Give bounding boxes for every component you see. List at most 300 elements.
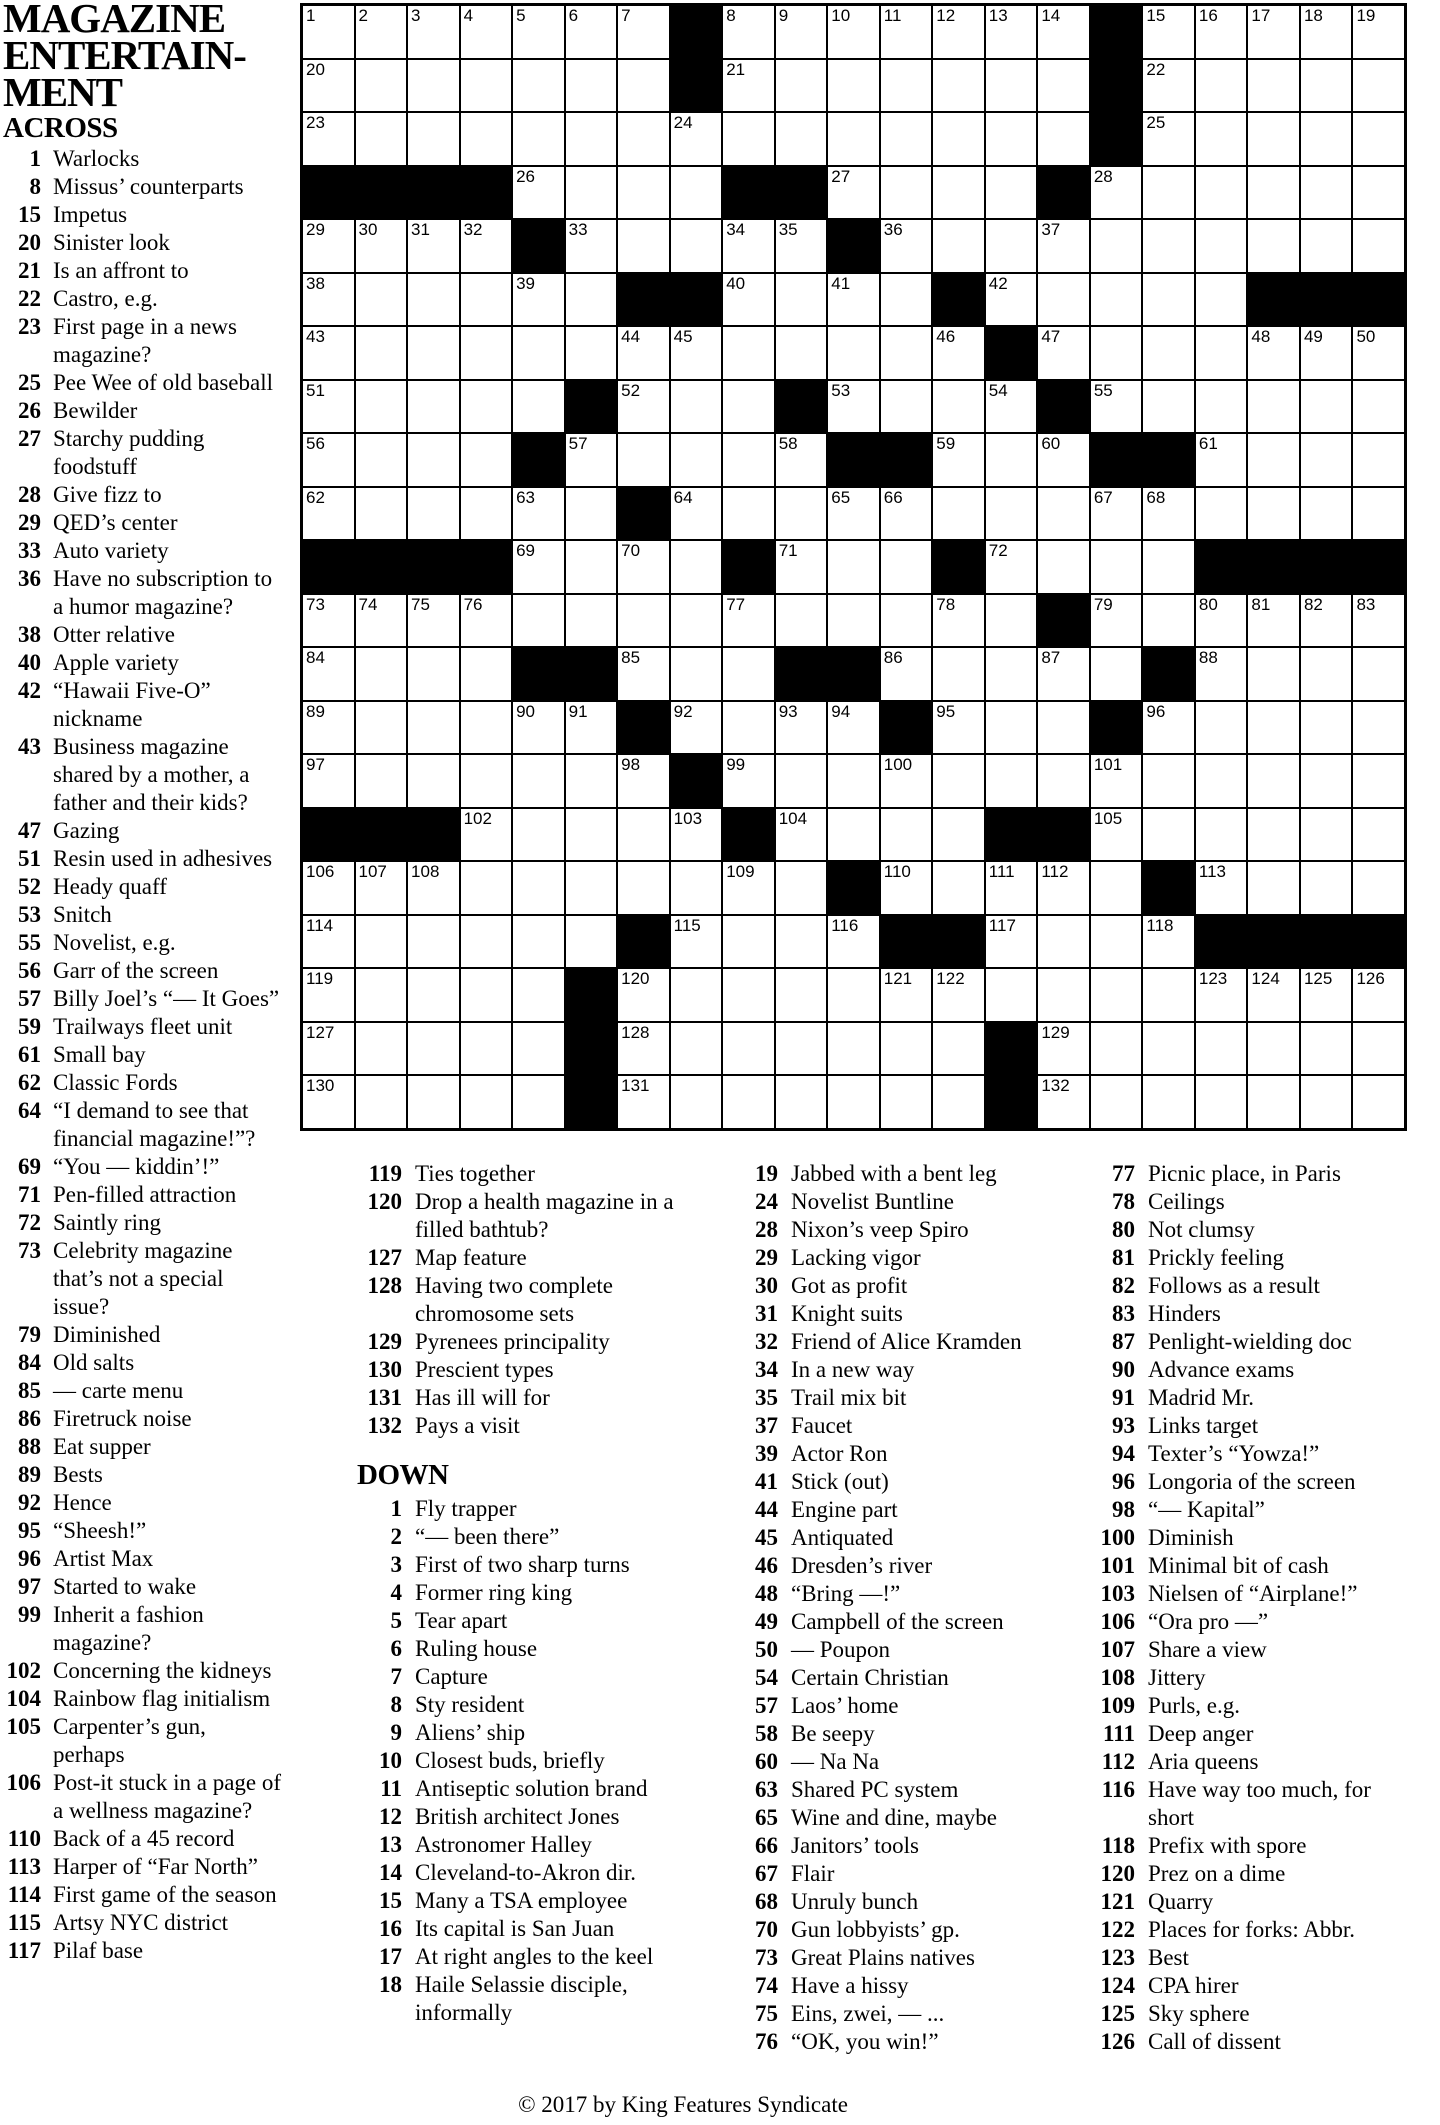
grid-cell-r6c1[interactable]: [356, 327, 407, 379]
grid-cell-r6c19[interactable]: [1301, 327, 1352, 379]
grid-cell-r3c4[interactable]: [513, 167, 564, 219]
grid-cell-r12c17[interactable]: [1196, 648, 1247, 700]
grid-cell-r15c7[interactable]: [671, 809, 722, 861]
grid-cell-r2c17[interactable]: [1196, 113, 1247, 165]
grid-cell-r12c3[interactable]: [461, 648, 512, 700]
grid-cell-r15c9[interactable]: [776, 809, 827, 861]
grid-cell-r3c6[interactable]: [618, 167, 669, 219]
grid-cell-r6c16[interactable]: [1143, 327, 1194, 379]
grid-cell-r19c11[interactable]: [881, 1023, 932, 1075]
grid-cell-r8c7[interactable]: [671, 434, 722, 486]
grid-cell-r11c15[interactable]: [1091, 595, 1142, 647]
grid-cell-r20c9[interactable]: [776, 1076, 827, 1128]
grid-cell-r5c4[interactable]: [513, 274, 564, 326]
grid-cell-r2c11[interactable]: [881, 113, 932, 165]
grid-cell-r11c1[interactable]: [356, 595, 407, 647]
grid-cell-r6c3[interactable]: [461, 327, 512, 379]
grid-cell-r14c16[interactable]: [1143, 755, 1194, 807]
grid-cell-r15c15[interactable]: [1091, 809, 1142, 861]
grid-cell-r1c13[interactable]: [986, 60, 1037, 112]
grid-cell-r14c13[interactable]: [986, 755, 1037, 807]
grid-cell-r9c16[interactable]: [1143, 488, 1194, 540]
grid-cell-r1c1[interactable]: [356, 60, 407, 112]
grid-cell-r14c19[interactable]: [1301, 755, 1352, 807]
grid-cell-r11c6[interactable]: [618, 595, 669, 647]
grid-cell-r17c3[interactable]: [461, 916, 512, 968]
grid-cell-r18c6[interactable]: [618, 969, 669, 1021]
grid-cell-r2c8[interactable]: [723, 113, 774, 165]
grid-cell-r10c14[interactable]: [1038, 541, 1089, 593]
grid-cell-r20c17[interactable]: [1196, 1076, 1247, 1128]
grid-cell-r9c9[interactable]: [776, 488, 827, 540]
grid-cell-r0c4[interactable]: [513, 6, 564, 58]
grid-cell-r7c1[interactable]: [356, 381, 407, 433]
grid-cell-r5c9[interactable]: [776, 274, 827, 326]
grid-cell-r10c10[interactable]: [828, 541, 879, 593]
grid-cell-r11c20[interactable]: [1353, 595, 1404, 647]
grid-cell-r10c6[interactable]: [618, 541, 669, 593]
grid-cell-r11c16[interactable]: [1143, 595, 1194, 647]
grid-cell-r2c3[interactable]: [461, 113, 512, 165]
grid-cell-r8c2[interactable]: [408, 434, 459, 486]
grid-cell-r16c5[interactable]: [566, 862, 617, 914]
grid-cell-r5c11[interactable]: [881, 274, 932, 326]
grid-cell-r16c13[interactable]: [986, 862, 1037, 914]
grid-cell-r13c18[interactable]: [1248, 702, 1299, 754]
grid-cell-r16c20[interactable]: [1353, 862, 1404, 914]
grid-cell-r19c14[interactable]: [1038, 1023, 1089, 1075]
grid-cell-r19c7[interactable]: [671, 1023, 722, 1075]
grid-cell-r3c19[interactable]: [1301, 167, 1352, 219]
grid-cell-r14c2[interactable]: [408, 755, 459, 807]
grid-cell-r18c4[interactable]: [513, 969, 564, 1021]
grid-cell-r15c5[interactable]: [566, 809, 617, 861]
grid-cell-r11c12[interactable]: [933, 595, 984, 647]
grid-cell-r0c16[interactable]: [1143, 6, 1194, 58]
grid-cell-r0c2[interactable]: [408, 6, 459, 58]
grid-cell-r8c6[interactable]: [618, 434, 669, 486]
grid-cell-r2c0[interactable]: [303, 113, 354, 165]
grid-cell-r17c2[interactable]: [408, 916, 459, 968]
grid-cell-r2c2[interactable]: [408, 113, 459, 165]
grid-cell-r10c9[interactable]: [776, 541, 827, 593]
grid-cell-r16c17[interactable]: [1196, 862, 1247, 914]
grid-cell-r0c0[interactable]: [303, 6, 354, 58]
grid-cell-r5c14[interactable]: [1038, 274, 1089, 326]
grid-cell-r0c6[interactable]: [618, 6, 669, 58]
grid-cell-r0c19[interactable]: [1301, 6, 1352, 58]
grid-cell-r19c4[interactable]: [513, 1023, 564, 1075]
grid-cell-r13c1[interactable]: [356, 702, 407, 754]
grid-cell-r8c1[interactable]: [356, 434, 407, 486]
grid-cell-r20c2[interactable]: [408, 1076, 459, 1128]
grid-cell-r7c0[interactable]: [303, 381, 354, 433]
grid-cell-r17c15[interactable]: [1091, 916, 1142, 968]
grid-cell-r14c4[interactable]: [513, 755, 564, 807]
grid-cell-r18c3[interactable]: [461, 969, 512, 1021]
grid-cell-r7c18[interactable]: [1248, 381, 1299, 433]
grid-cell-r9c10[interactable]: [828, 488, 879, 540]
grid-cell-r7c20[interactable]: [1353, 381, 1404, 433]
grid-cell-r4c19[interactable]: [1301, 220, 1352, 272]
grid-cell-r18c16[interactable]: [1143, 969, 1194, 1021]
grid-cell-r2c13[interactable]: [986, 113, 1037, 165]
grid-cell-r8c17[interactable]: [1196, 434, 1247, 486]
grid-cell-r14c20[interactable]: [1353, 755, 1404, 807]
grid-cell-r1c3[interactable]: [461, 60, 512, 112]
grid-cell-r14c6[interactable]: [618, 755, 669, 807]
grid-cell-r1c17[interactable]: [1196, 60, 1247, 112]
grid-cell-r1c12[interactable]: [933, 60, 984, 112]
grid-cell-r12c15[interactable]: [1091, 648, 1142, 700]
grid-cell-r6c12[interactable]: [933, 327, 984, 379]
grid-cell-r3c7[interactable]: [671, 167, 722, 219]
grid-cell-r19c8[interactable]: [723, 1023, 774, 1075]
grid-cell-r0c18[interactable]: [1248, 6, 1299, 58]
grid-cell-r20c16[interactable]: [1143, 1076, 1194, 1128]
grid-cell-r2c9[interactable]: [776, 113, 827, 165]
grid-cell-r0c13[interactable]: [986, 6, 1037, 58]
grid-cell-r6c7[interactable]: [671, 327, 722, 379]
grid-cell-r4c0[interactable]: [303, 220, 354, 272]
grid-cell-r16c2[interactable]: [408, 862, 459, 914]
grid-cell-r19c15[interactable]: [1091, 1023, 1142, 1075]
grid-cell-r5c2[interactable]: [408, 274, 459, 326]
grid-cell-r14c8[interactable]: [723, 755, 774, 807]
grid-cell-r14c9[interactable]: [776, 755, 827, 807]
grid-cell-r12c20[interactable]: [1353, 648, 1404, 700]
grid-cell-r7c7[interactable]: [671, 381, 722, 433]
grid-cell-r2c18[interactable]: [1248, 113, 1299, 165]
grid-cell-r2c5[interactable]: [566, 113, 617, 165]
grid-cell-r10c15[interactable]: [1091, 541, 1142, 593]
grid-cell-r2c19[interactable]: [1301, 113, 1352, 165]
grid-cell-r5c5[interactable]: [566, 274, 617, 326]
grid-cell-r9c2[interactable]: [408, 488, 459, 540]
grid-cell-r3c17[interactable]: [1196, 167, 1247, 219]
grid-cell-r17c10[interactable]: [828, 916, 879, 968]
grid-cell-r13c8[interactable]: [723, 702, 774, 754]
grid-cell-r17c5[interactable]: [566, 916, 617, 968]
grid-cell-r20c0[interactable]: [303, 1076, 354, 1128]
grid-cell-r1c5[interactable]: [566, 60, 617, 112]
grid-cell-r13c7[interactable]: [671, 702, 722, 754]
grid-cell-r1c2[interactable]: [408, 60, 459, 112]
grid-cell-r19c1[interactable]: [356, 1023, 407, 1075]
grid-cell-r5c0[interactable]: [303, 274, 354, 326]
grid-cell-r2c10[interactable]: [828, 113, 879, 165]
grid-cell-r2c4[interactable]: [513, 113, 564, 165]
grid-cell-r7c17[interactable]: [1196, 381, 1247, 433]
grid-cell-r3c20[interactable]: [1353, 167, 1404, 219]
grid-cell-r4c5[interactable]: [566, 220, 617, 272]
grid-cell-r6c6[interactable]: [618, 327, 669, 379]
grid-cell-r11c7[interactable]: [671, 595, 722, 647]
grid-cell-r13c16[interactable]: [1143, 702, 1194, 754]
grid-cell-r9c0[interactable]: [303, 488, 354, 540]
grid-cell-r14c15[interactable]: [1091, 755, 1142, 807]
grid-cell-r4c3[interactable]: [461, 220, 512, 272]
grid-cell-r16c12[interactable]: [933, 862, 984, 914]
grid-cell-r6c15[interactable]: [1091, 327, 1142, 379]
grid-cell-r4c1[interactable]: [356, 220, 407, 272]
grid-cell-r15c10[interactable]: [828, 809, 879, 861]
grid-cell-r12c14[interactable]: [1038, 648, 1089, 700]
grid-cell-r12c0[interactable]: [303, 648, 354, 700]
grid-cell-r18c0[interactable]: [303, 969, 354, 1021]
grid-cell-r20c12[interactable]: [933, 1076, 984, 1128]
grid-cell-r7c15[interactable]: [1091, 381, 1142, 433]
grid-cell-r20c7[interactable]: [671, 1076, 722, 1128]
grid-cell-r6c20[interactable]: [1353, 327, 1404, 379]
grid-cell-r6c17[interactable]: [1196, 327, 1247, 379]
grid-cell-r9c5[interactable]: [566, 488, 617, 540]
grid-cell-r16c0[interactable]: [303, 862, 354, 914]
grid-cell-r18c17[interactable]: [1196, 969, 1247, 1021]
grid-cell-r20c11[interactable]: [881, 1076, 932, 1128]
grid-cell-r1c14[interactable]: [1038, 60, 1089, 112]
grid-cell-r16c19[interactable]: [1301, 862, 1352, 914]
grid-cell-r10c7[interactable]: [671, 541, 722, 593]
grid-cell-r13c20[interactable]: [1353, 702, 1404, 754]
grid-cell-r0c3[interactable]: [461, 6, 512, 58]
grid-cell-r14c3[interactable]: [461, 755, 512, 807]
grid-cell-r18c2[interactable]: [408, 969, 459, 1021]
grid-cell-r15c6[interactable]: [618, 809, 669, 861]
grid-cell-r8c12[interactable]: [933, 434, 984, 486]
grid-cell-r13c17[interactable]: [1196, 702, 1247, 754]
grid-cell-r7c6[interactable]: [618, 381, 669, 433]
grid-cell-r0c12[interactable]: [933, 6, 984, 58]
grid-cell-r6c0[interactable]: [303, 327, 354, 379]
grid-cell-r15c12[interactable]: [933, 809, 984, 861]
grid-cell-r6c4[interactable]: [513, 327, 564, 379]
grid-cell-r16c14[interactable]: [1038, 862, 1089, 914]
grid-cell-r9c8[interactable]: [723, 488, 774, 540]
grid-cell-r14c11[interactable]: [881, 755, 932, 807]
grid-cell-r19c16[interactable]: [1143, 1023, 1194, 1075]
grid-cell-r9c7[interactable]: [671, 488, 722, 540]
grid-cell-r7c4[interactable]: [513, 381, 564, 433]
grid-cell-r3c18[interactable]: [1248, 167, 1299, 219]
grid-cell-r20c1[interactable]: [356, 1076, 407, 1128]
grid-cell-r12c7[interactable]: [671, 648, 722, 700]
grid-cell-r7c2[interactable]: [408, 381, 459, 433]
grid-cell-r16c15[interactable]: [1091, 862, 1142, 914]
grid-cell-r1c18[interactable]: [1248, 60, 1299, 112]
grid-cell-r5c17[interactable]: [1196, 274, 1247, 326]
grid-cell-r15c17[interactable]: [1196, 809, 1247, 861]
grid-cell-r4c11[interactable]: [881, 220, 932, 272]
grid-cell-r14c0[interactable]: [303, 755, 354, 807]
grid-cell-r20c10[interactable]: [828, 1076, 879, 1128]
grid-cell-r9c14[interactable]: [1038, 488, 1089, 540]
grid-cell-r11c4[interactable]: [513, 595, 564, 647]
grid-cell-r19c20[interactable]: [1353, 1023, 1404, 1075]
grid-cell-r15c4[interactable]: [513, 809, 564, 861]
grid-cell-r18c18[interactable]: [1248, 969, 1299, 1021]
grid-cell-r16c11[interactable]: [881, 862, 932, 914]
grid-cell-r17c16[interactable]: [1143, 916, 1194, 968]
grid-cell-r7c10[interactable]: [828, 381, 879, 433]
grid-cell-r4c20[interactable]: [1353, 220, 1404, 272]
grid-cell-r11c10[interactable]: [828, 595, 879, 647]
grid-cell-r13c14[interactable]: [1038, 702, 1089, 754]
grid-cell-r3c13[interactable]: [986, 167, 1037, 219]
grid-cell-r18c9[interactable]: [776, 969, 827, 1021]
grid-cell-r8c13[interactable]: [986, 434, 1037, 486]
grid-cell-r11c9[interactable]: [776, 595, 827, 647]
grid-cell-r3c11[interactable]: [881, 167, 932, 219]
grid-cell-r14c17[interactable]: [1196, 755, 1247, 807]
grid-cell-r3c5[interactable]: [566, 167, 617, 219]
grid-cell-r15c3[interactable]: [461, 809, 512, 861]
grid-cell-r2c7[interactable]: [671, 113, 722, 165]
grid-cell-r19c2[interactable]: [408, 1023, 459, 1075]
grid-cell-r19c0[interactable]: [303, 1023, 354, 1075]
grid-cell-r1c20[interactable]: [1353, 60, 1404, 112]
grid-cell-r17c9[interactable]: [776, 916, 827, 968]
grid-cell-r11c3[interactable]: [461, 595, 512, 647]
grid-cell-r8c18[interactable]: [1248, 434, 1299, 486]
grid-cell-r18c7[interactable]: [671, 969, 722, 1021]
grid-cell-r13c0[interactable]: [303, 702, 354, 754]
grid-cell-r18c19[interactable]: [1301, 969, 1352, 1021]
grid-cell-r9c1[interactable]: [356, 488, 407, 540]
grid-cell-r20c20[interactable]: [1353, 1076, 1404, 1128]
grid-cell-r18c1[interactable]: [356, 969, 407, 1021]
grid-cell-r1c10[interactable]: [828, 60, 879, 112]
grid-cell-r9c3[interactable]: [461, 488, 512, 540]
grid-cell-r16c4[interactable]: [513, 862, 564, 914]
grid-cell-r20c3[interactable]: [461, 1076, 512, 1128]
grid-cell-r2c20[interactable]: [1353, 113, 1404, 165]
grid-cell-r15c20[interactable]: [1353, 809, 1404, 861]
grid-cell-r17c14[interactable]: [1038, 916, 1089, 968]
grid-cell-r17c0[interactable]: [303, 916, 354, 968]
grid-cell-r12c19[interactable]: [1301, 648, 1352, 700]
grid-cell-r4c7[interactable]: [671, 220, 722, 272]
grid-cell-r10c4[interactable]: [513, 541, 564, 593]
grid-cell-r20c4[interactable]: [513, 1076, 564, 1128]
grid-cell-r11c8[interactable]: [723, 595, 774, 647]
grid-cell-r20c8[interactable]: [723, 1076, 774, 1128]
grid-cell-r2c1[interactable]: [356, 113, 407, 165]
grid-cell-r12c12[interactable]: [933, 648, 984, 700]
grid-cell-r12c18[interactable]: [1248, 648, 1299, 700]
grid-cell-r16c18[interactable]: [1248, 862, 1299, 914]
grid-cell-r10c5[interactable]: [566, 541, 617, 593]
grid-cell-r19c18[interactable]: [1248, 1023, 1299, 1075]
grid-cell-r16c6[interactable]: [618, 862, 669, 914]
grid-cell-r13c19[interactable]: [1301, 702, 1352, 754]
grid-cell-r9c11[interactable]: [881, 488, 932, 540]
grid-cell-r13c5[interactable]: [566, 702, 617, 754]
grid-cell-r2c6[interactable]: [618, 113, 669, 165]
grid-cell-r3c10[interactable]: [828, 167, 879, 219]
grid-cell-r13c2[interactable]: [408, 702, 459, 754]
grid-cell-r0c1[interactable]: [356, 6, 407, 58]
grid-cell-r6c10[interactable]: [828, 327, 879, 379]
grid-cell-r11c13[interactable]: [986, 595, 1037, 647]
grid-cell-r14c18[interactable]: [1248, 755, 1299, 807]
grid-cell-r18c12[interactable]: [933, 969, 984, 1021]
grid-cell-r8c14[interactable]: [1038, 434, 1089, 486]
grid-cell-r13c3[interactable]: [461, 702, 512, 754]
grid-cell-r0c8[interactable]: [723, 6, 774, 58]
grid-cell-r16c7[interactable]: [671, 862, 722, 914]
grid-cell-r9c4[interactable]: [513, 488, 564, 540]
grid-cell-r10c13[interactable]: [986, 541, 1037, 593]
grid-cell-r1c4[interactable]: [513, 60, 564, 112]
grid-cell-r19c6[interactable]: [618, 1023, 669, 1075]
grid-cell-r7c12[interactable]: [933, 381, 984, 433]
grid-cell-r20c14[interactable]: [1038, 1076, 1089, 1128]
grid-cell-r18c11[interactable]: [881, 969, 932, 1021]
grid-cell-r18c14[interactable]: [1038, 969, 1089, 1021]
grid-cell-r4c15[interactable]: [1091, 220, 1142, 272]
grid-cell-r6c9[interactable]: [776, 327, 827, 379]
grid-cell-r11c5[interactable]: [566, 595, 617, 647]
grid-cell-r18c15[interactable]: [1091, 969, 1142, 1021]
grid-cell-r8c20[interactable]: [1353, 434, 1404, 486]
grid-cell-r4c2[interactable]: [408, 220, 459, 272]
grid-cell-r4c6[interactable]: [618, 220, 669, 272]
grid-cell-r20c18[interactable]: [1248, 1076, 1299, 1128]
grid-cell-r8c19[interactable]: [1301, 434, 1352, 486]
grid-cell-r15c16[interactable]: [1143, 809, 1194, 861]
grid-cell-r10c11[interactable]: [881, 541, 932, 593]
grid-cell-r14c1[interactable]: [356, 755, 407, 807]
grid-cell-r1c11[interactable]: [881, 60, 932, 112]
grid-cell-r12c6[interactable]: [618, 648, 669, 700]
grid-cell-r19c12[interactable]: [933, 1023, 984, 1075]
grid-cell-r18c13[interactable]: [986, 969, 1037, 1021]
grid-cell-r13c4[interactable]: [513, 702, 564, 754]
grid-cell-r14c12[interactable]: [933, 755, 984, 807]
grid-cell-r9c13[interactable]: [986, 488, 1037, 540]
grid-cell-r17c1[interactable]: [356, 916, 407, 968]
grid-cell-r17c13[interactable]: [986, 916, 1037, 968]
grid-cell-r16c1[interactable]: [356, 862, 407, 914]
grid-cell-r12c2[interactable]: [408, 648, 459, 700]
grid-cell-r16c3[interactable]: [461, 862, 512, 914]
grid-cell-r16c9[interactable]: [776, 862, 827, 914]
grid-cell-r0c11[interactable]: [881, 6, 932, 58]
grid-cell-r4c16[interactable]: [1143, 220, 1194, 272]
grid-cell-r9c18[interactable]: [1248, 488, 1299, 540]
grid-cell-r3c15[interactable]: [1091, 167, 1142, 219]
grid-cell-r6c18[interactable]: [1248, 327, 1299, 379]
grid-cell-r4c8[interactable]: [723, 220, 774, 272]
grid-cell-r8c9[interactable]: [776, 434, 827, 486]
grid-cell-r11c17[interactable]: [1196, 595, 1247, 647]
grid-cell-r20c19[interactable]: [1301, 1076, 1352, 1128]
grid-cell-r0c20[interactable]: [1353, 6, 1404, 58]
grid-cell-r15c18[interactable]: [1248, 809, 1299, 861]
grid-cell-r11c2[interactable]: [408, 595, 459, 647]
grid-cell-r19c3[interactable]: [461, 1023, 512, 1075]
grid-cell-r12c8[interactable]: [723, 648, 774, 700]
grid-cell-r5c16[interactable]: [1143, 274, 1194, 326]
grid-cell-r17c4[interactable]: [513, 916, 564, 968]
grid-cell-r11c18[interactable]: [1248, 595, 1299, 647]
grid-cell-r9c17[interactable]: [1196, 488, 1247, 540]
grid-cell-r5c3[interactable]: [461, 274, 512, 326]
grid-cell-r1c0[interactable]: [303, 60, 354, 112]
grid-cell-r16c8[interactable]: [723, 862, 774, 914]
grid-cell-r3c16[interactable]: [1143, 167, 1194, 219]
